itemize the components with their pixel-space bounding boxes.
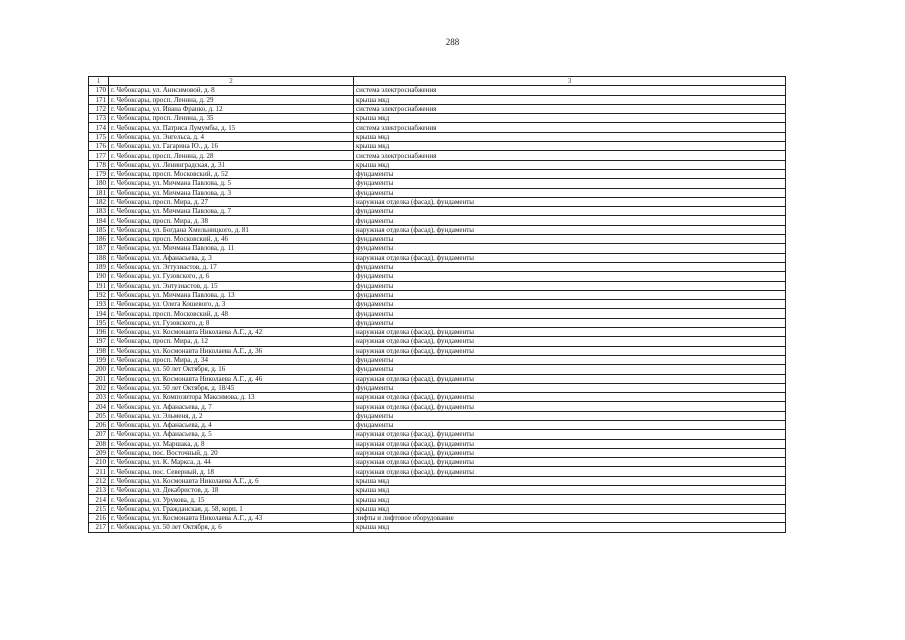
row-work-type: фундаменты xyxy=(354,318,786,327)
row-address: г. Чебоксары, просп. Московский, д. 48 xyxy=(109,309,354,318)
row-address: г. Чебоксары, ул. Ленинградская, д. 31 xyxy=(109,160,354,169)
row-address: г. Чебоксары, просп. Мира, д. 34 xyxy=(109,355,354,364)
table-row xyxy=(89,309,786,318)
table-row xyxy=(89,374,786,383)
table-row xyxy=(89,179,786,188)
table-row xyxy=(89,513,786,522)
column-header-address: 2 xyxy=(109,77,354,86)
row-address: г. Чебоксары, ул. Мичмана Павлова, д. 3 xyxy=(109,188,354,197)
row-work-type: крыша мкд xyxy=(354,495,786,504)
row-work-type: крыша мкд xyxy=(354,95,786,104)
table-row xyxy=(89,253,786,262)
row-address: г. Чебоксары, просп. Мира, д. 38 xyxy=(109,216,354,225)
row-work-type: фундаменты xyxy=(354,235,786,244)
row-number: 176 xyxy=(89,142,109,151)
table-row xyxy=(89,393,786,402)
row-work-type: система электроснабжения xyxy=(354,123,786,132)
row-number: 207 xyxy=(89,430,109,439)
row-address: г. Чебоксары, ул. Космонавта Николаева А.Г., д. 43 xyxy=(109,513,354,522)
row-work-type: система электроснабжения xyxy=(354,86,786,95)
row-number: 201 xyxy=(89,374,109,383)
row-address: г. Чебоксары, просп. Московский, д. 46 xyxy=(109,235,354,244)
row-address: г. Чебоксары, ул. Энгельса, д. 4 xyxy=(109,132,354,141)
table-row xyxy=(89,346,786,355)
row-number: 210 xyxy=(89,458,109,467)
row-number: 214 xyxy=(89,495,109,504)
table-row xyxy=(89,132,786,141)
table-row xyxy=(89,467,786,476)
row-number: 197 xyxy=(89,337,109,346)
registry-table-body xyxy=(89,86,786,532)
row-work-type: фундаменты xyxy=(354,272,786,281)
table-row xyxy=(89,300,786,309)
row-number: 184 xyxy=(89,216,109,225)
row-number: 186 xyxy=(89,235,109,244)
row-address: г. Чебоксары, ул. Гузовского, д. 8 xyxy=(109,318,354,327)
row-work-type: фундаменты xyxy=(354,262,786,271)
table-row xyxy=(89,383,786,392)
table-row xyxy=(89,458,786,467)
row-number: 198 xyxy=(89,346,109,355)
row-number: 213 xyxy=(89,486,109,495)
row-number: 195 xyxy=(89,318,109,327)
row-address: г. Чебоксары, ул. Декабристов, д. 18 xyxy=(109,486,354,495)
row-work-type: наружная отделка (фасад), фундаменты xyxy=(354,225,786,234)
row-address: г. Чебоксары, просп. Ленина, д. 29 xyxy=(109,95,354,104)
table-row xyxy=(89,495,786,504)
row-work-type: крыша мкд xyxy=(354,523,786,532)
table-row xyxy=(89,114,786,123)
row-address: г. Чебоксары, ул. Эгтузиастов, д. 17 xyxy=(109,262,354,271)
table-row xyxy=(89,272,786,281)
row-address: г. Чебоксары, ул. Эльменя, д. 2 xyxy=(109,411,354,420)
row-work-type: наружная отделка (фасад), фундаменты xyxy=(354,393,786,402)
table-row xyxy=(89,169,786,178)
row-work-type: фундаменты xyxy=(354,290,786,299)
row-number: 196 xyxy=(89,328,109,337)
row-number: 216 xyxy=(89,513,109,522)
row-number: 175 xyxy=(89,132,109,141)
row-address: г. Чебоксары, ул. 50 лет Октября, д. 18/45 xyxy=(109,383,354,392)
column-header-work-type: 3 xyxy=(354,77,786,86)
row-number: 212 xyxy=(89,476,109,485)
table-header-row xyxy=(89,77,786,86)
row-number: 194 xyxy=(89,309,109,318)
table-row xyxy=(89,476,786,485)
row-number: 171 xyxy=(89,95,109,104)
row-number: 192 xyxy=(89,290,109,299)
table-row xyxy=(89,430,786,439)
row-work-type: наружная отделка (фасад), фундаменты xyxy=(354,448,786,457)
row-address: г. Чебоксары, ул. Урукова, д. 15 xyxy=(109,495,354,504)
row-number: 215 xyxy=(89,504,109,513)
row-address: г. Чебоксары, ул. 50 лет Октября, д. 6 xyxy=(109,523,354,532)
row-address: г. Чебоксары, ул. Космонавта Николаева А.Г., д. 46 xyxy=(109,374,354,383)
row-address: г. Чебоксары, ул. Мичмана Павлова, д. 11 xyxy=(109,244,354,253)
row-number: 211 xyxy=(89,467,109,476)
table-row xyxy=(89,439,786,448)
row-address: г. Чебоксары, ул. Ивана Франко, д. 12 xyxy=(109,104,354,113)
row-number: 217 xyxy=(89,523,109,532)
table-row xyxy=(89,207,786,216)
row-work-type: лифты и лифтовое оборудование xyxy=(354,513,786,522)
row-number: 182 xyxy=(89,197,109,206)
row-work-type: фундаменты xyxy=(354,216,786,225)
row-address: г. Чебоксары, ул. Анисимовой, д. 8 xyxy=(109,86,354,95)
row-work-type: наружная отделка (фасад), фундаменты xyxy=(354,197,786,206)
table-row xyxy=(89,337,786,346)
row-work-type: фундаменты xyxy=(354,420,786,429)
row-address: г. Чебоксары, ул. Космонавта Николаева А.Г., д. 42 xyxy=(109,328,354,337)
row-number: 188 xyxy=(89,253,109,262)
registry-table xyxy=(88,76,786,533)
row-work-type: фундаменты xyxy=(354,244,786,253)
row-number: 172 xyxy=(89,104,109,113)
table-row xyxy=(89,235,786,244)
row-work-type: фундаменты xyxy=(354,365,786,374)
column-header-number: 1 xyxy=(89,77,109,86)
row-work-type: фундаменты xyxy=(354,179,786,188)
table-row xyxy=(89,420,786,429)
table-row xyxy=(89,123,786,132)
row-number: 174 xyxy=(89,123,109,132)
table-row xyxy=(89,523,786,532)
row-work-type: крыша мкд xyxy=(354,114,786,123)
row-work-type: крыша мкд xyxy=(354,486,786,495)
row-address: г. Чебоксары, ул. Богдана Хмельницкого, д. 81 xyxy=(109,225,354,234)
row-address: г. Чебоксары, ул. Композитора Максимова, д. 13 xyxy=(109,393,354,402)
row-number: 199 xyxy=(89,355,109,364)
row-work-type: фундаменты xyxy=(354,188,786,197)
row-address: г. Чебоксары, ул. К. Маркса, д. 44 xyxy=(109,458,354,467)
row-address: г. Чебоксары, пос. Северный, д. 18 xyxy=(109,467,354,476)
table-row xyxy=(89,411,786,420)
row-work-type: система электроснабжения xyxy=(354,104,786,113)
row-address: г. Чебоксары, ул. Афанасьева, д. 4 xyxy=(109,420,354,429)
row-work-type: фундаменты xyxy=(354,300,786,309)
table-row xyxy=(89,365,786,374)
row-work-type: система электроснабжения xyxy=(354,151,786,160)
table-row xyxy=(89,318,786,327)
row-work-type: наружная отделка (фасад), фундаменты xyxy=(354,337,786,346)
row-address: г. Чебоксары, ул. Гагарина Ю., д. 16 xyxy=(109,142,354,151)
row-address: г. Чебоксары, просп. Ленина, д. 28 xyxy=(109,151,354,160)
row-address: г. Чебоксары, ул. Афанасьева, д. 5 xyxy=(109,430,354,439)
row-number: 185 xyxy=(89,225,109,234)
table-row xyxy=(89,486,786,495)
row-work-type: наружная отделка (фасад), фундаменты xyxy=(354,458,786,467)
row-work-type: крыша мкд xyxy=(354,476,786,485)
row-work-type: крыша мкд xyxy=(354,160,786,169)
table-row xyxy=(89,328,786,337)
row-work-type: наружная отделка (фасад), фундаменты xyxy=(354,328,786,337)
row-number: 173 xyxy=(89,114,109,123)
row-work-type: фундаменты xyxy=(354,383,786,392)
row-address: г. Чебоксары, ул. Гузовского, д. 6 xyxy=(109,272,354,281)
table-row xyxy=(89,197,786,206)
row-number: 189 xyxy=(89,262,109,271)
row-number: 202 xyxy=(89,383,109,392)
row-work-type: наружная отделка (фасад), фундаменты xyxy=(354,430,786,439)
row-address: г. Чебоксары, ул. Мичмана Павлова, д. 13 xyxy=(109,290,354,299)
row-work-type: фундаменты xyxy=(354,207,786,216)
row-number: 178 xyxy=(89,160,109,169)
row-number: 193 xyxy=(89,300,109,309)
row-address: г. Чебоксары, ул. Энтузиастов, д. 15 xyxy=(109,281,354,290)
row-address: г. Чебоксары, ул. Гражданская, д. 58, корп. 1 xyxy=(109,504,354,513)
row-address: г. Чебоксары, ул. Мичмана Павлова, д. 7 xyxy=(109,207,354,216)
row-number: 177 xyxy=(89,151,109,160)
table-row xyxy=(89,142,786,151)
table-row xyxy=(89,151,786,160)
table-row xyxy=(89,244,786,253)
row-number: 191 xyxy=(89,281,109,290)
row-work-type: наружная отделка (фасад), фундаменты xyxy=(354,374,786,383)
row-address: г. Чебоксары, ул. 50 лет Октября, д. 16 xyxy=(109,365,354,374)
row-number: 179 xyxy=(89,169,109,178)
row-work-type: наружная отделка (фасад), фундаменты xyxy=(354,402,786,411)
row-work-type: наружная отделка (фасад), фундаменты xyxy=(354,346,786,355)
table-row xyxy=(89,448,786,457)
row-work-type: фундаменты xyxy=(354,281,786,290)
table-row xyxy=(89,504,786,513)
row-work-type: фундаменты xyxy=(354,411,786,420)
row-address: г. Чебоксары, просп. Мира, д. 12 xyxy=(109,337,354,346)
table-row xyxy=(89,290,786,299)
row-address: г. Чебоксары, ул. Маршака, д. 8 xyxy=(109,439,354,448)
row-number: 204 xyxy=(89,402,109,411)
table-row xyxy=(89,281,786,290)
row-number: 205 xyxy=(89,411,109,420)
row-number: 203 xyxy=(89,393,109,402)
row-work-type: фундаменты xyxy=(354,355,786,364)
row-work-type: наружная отделка (фасад), фундаменты xyxy=(354,467,786,476)
row-number: 170 xyxy=(89,86,109,95)
row-work-type: наружная отделка (фасад), фундаменты xyxy=(354,439,786,448)
row-address: г. Чебоксары, просп. Ленина, д. 35 xyxy=(109,114,354,123)
row-address: г. Чебоксары, ул. Афанасьева, д. 7 xyxy=(109,402,354,411)
row-address: г. Чебоксары, ул. Космонавта Николаева А.Г., д. 36 xyxy=(109,346,354,355)
row-number: 208 xyxy=(89,439,109,448)
table-row xyxy=(89,216,786,225)
row-work-type: фундаменты xyxy=(354,169,786,178)
row-number: 181 xyxy=(89,188,109,197)
row-address: г. Чебоксары, просп. Мира, д. 27 xyxy=(109,197,354,206)
row-work-type: крыша мкд xyxy=(354,142,786,151)
row-address: г. Чебоксары, ул. Афанасьева, д. 3 xyxy=(109,253,354,262)
row-work-type: крыша мкд xyxy=(354,132,786,141)
table-row xyxy=(89,104,786,113)
table-row xyxy=(89,262,786,271)
table-row xyxy=(89,402,786,411)
table-row xyxy=(89,95,786,104)
row-number: 183 xyxy=(89,207,109,216)
page-number: 288 xyxy=(445,37,460,47)
row-address: г. Чебоксары, просп. Московский, д. 52 xyxy=(109,169,354,178)
row-address: г. Чебоксары, ул. Космонавта Николаева А.Г., д. 6 xyxy=(109,476,354,485)
row-number: 200 xyxy=(89,365,109,374)
row-address: г. Чебоксары, ул. Патриса Лумумбы, д. 15 xyxy=(109,123,354,132)
row-work-type: фундаменты xyxy=(354,309,786,318)
table-row xyxy=(89,225,786,234)
row-number: 209 xyxy=(89,448,109,457)
row-address: г. Чебоксары, ул. Олега Кошевого, д. 3 xyxy=(109,300,354,309)
row-work-type: наружная отделка (фасад), фундаменты xyxy=(354,253,786,262)
table-row xyxy=(89,188,786,197)
row-number: 190 xyxy=(89,272,109,281)
row-work-type: крыша мкд xyxy=(354,504,786,513)
row-address: г. Чебоксары, ул. Мичмана Павлова, д. 5 xyxy=(109,179,354,188)
table-row xyxy=(89,160,786,169)
row-number: 206 xyxy=(89,420,109,429)
table-row xyxy=(89,355,786,364)
table-row xyxy=(89,86,786,95)
row-address: г. Чебоксары, пос. Восточный, д. 20 xyxy=(109,448,354,457)
row-number: 180 xyxy=(89,179,109,188)
row-number: 187 xyxy=(89,244,109,253)
